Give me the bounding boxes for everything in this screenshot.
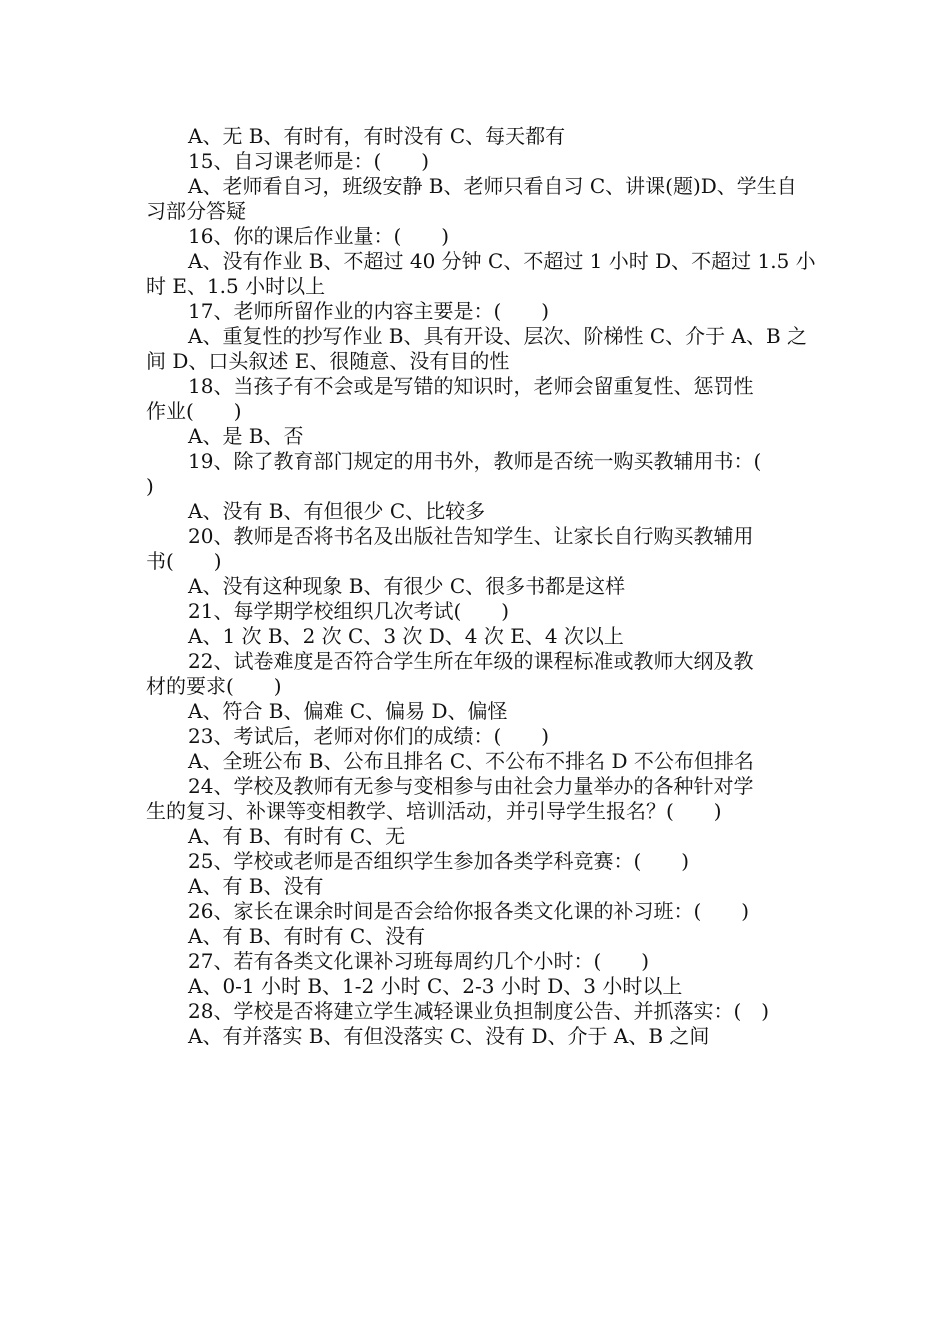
- text-line: 书( ): [146, 549, 222, 573]
- text-line: A、全班公布 B、公布且排名 C、不公布不排名 D 不公布但排名: [188, 749, 754, 773]
- text-line: A、1 次 B、2 次 C、3 次 D、4 次 E、4 次以上: [188, 624, 624, 648]
- text-line: 生的复习、补课等变相教学、培训活动，并引导学生报名？( ): [146, 799, 722, 823]
- text-line: A、没有这种现象 B、有很少 C、很多书都是这样: [188, 574, 626, 598]
- text-line: 17、老师所留作业的内容主要是：( ): [188, 299, 550, 323]
- text-line: A、没有作业 B、不超过 40 分钟 C、不超过 1 小时 D、不超过 1.5 小: [188, 249, 816, 273]
- text-line: 作业( ): [146, 399, 242, 423]
- text-line: A、老师看自习，班级安静 B、老师只看自习 C、讲课(题)D、学生自: [188, 174, 797, 198]
- text-line: A、没有 B、有但很少 C、比较多: [188, 499, 486, 523]
- text-line: 时 E、1.5 小时以上: [146, 274, 326, 298]
- text-line: A、有 B、有时有 C、无: [188, 824, 406, 848]
- text-line: 24、学校及教师有无参与变相参与由社会力量举办的各种针对学: [188, 774, 754, 798]
- text-line: 26、家长在课余时间是否会给你报各类文化课的补习班：( ): [188, 899, 750, 923]
- text-line: 20、教师是否将书名及出版社告知学生、让家长自行购买教辅用: [188, 524, 754, 548]
- text-line: A、符合 B、偏难 C、偏易 D、偏怪: [188, 699, 508, 723]
- text-line: 16、你的课后作业量：( ): [188, 224, 450, 248]
- text-line: 27、若有各类文化课补习班每周约几个小时：( ): [188, 949, 650, 973]
- text-line: 材的要求( ): [146, 674, 282, 698]
- text-line: 23、考试后，老师对你们的成绩：( ): [188, 724, 550, 748]
- text-line: A、有 B、有时有 C、没有: [188, 924, 426, 948]
- text-line: 21、每学期学校组织几次考试( ): [188, 599, 510, 623]
- text-line: 18、当孩子有不会或是写错的知识时，老师会留重复性、惩罚性: [188, 374, 754, 398]
- text-line: 28、学校是否将建立学生减轻课业负担制度公告、并抓落实：( ): [188, 999, 770, 1023]
- text-line: ): [146, 474, 154, 498]
- text-line: 22、试卷难度是否符合学生所在年级的课程标准或教师大纲及教: [188, 649, 754, 673]
- text-line: 19、除了教育部门规定的用书外，教师是否统一购买教辅用书：(: [188, 449, 762, 473]
- text-line: A、无 B、有时有，有时没有 C、每天都有: [188, 124, 566, 148]
- text-line: 15、自习课老师是：( ): [188, 149, 430, 173]
- text-line: A、有 B、没有: [188, 874, 324, 898]
- text-line: A、有并落实 B、有但没落实 C、没有 D、介于 A、B 之间: [188, 1024, 710, 1048]
- text-line: A、0-1 小时 B、1-2 小时 C、2-3 小时 D、3 小时以上: [188, 974, 683, 998]
- text-line: A、是 B、否: [188, 424, 304, 448]
- text-line: 25、学校或老师是否组织学生参加各类学科竞赛：( ): [188, 849, 690, 873]
- text-line: 间 D、口头叙述 E、很随意、没有目的性: [146, 349, 510, 373]
- text-line: A、重复性的抄写作业 B、具有开设、层次、阶梯性 C、介于 A、B 之: [188, 324, 808, 348]
- text-line: 习部分答疑: [146, 199, 246, 223]
